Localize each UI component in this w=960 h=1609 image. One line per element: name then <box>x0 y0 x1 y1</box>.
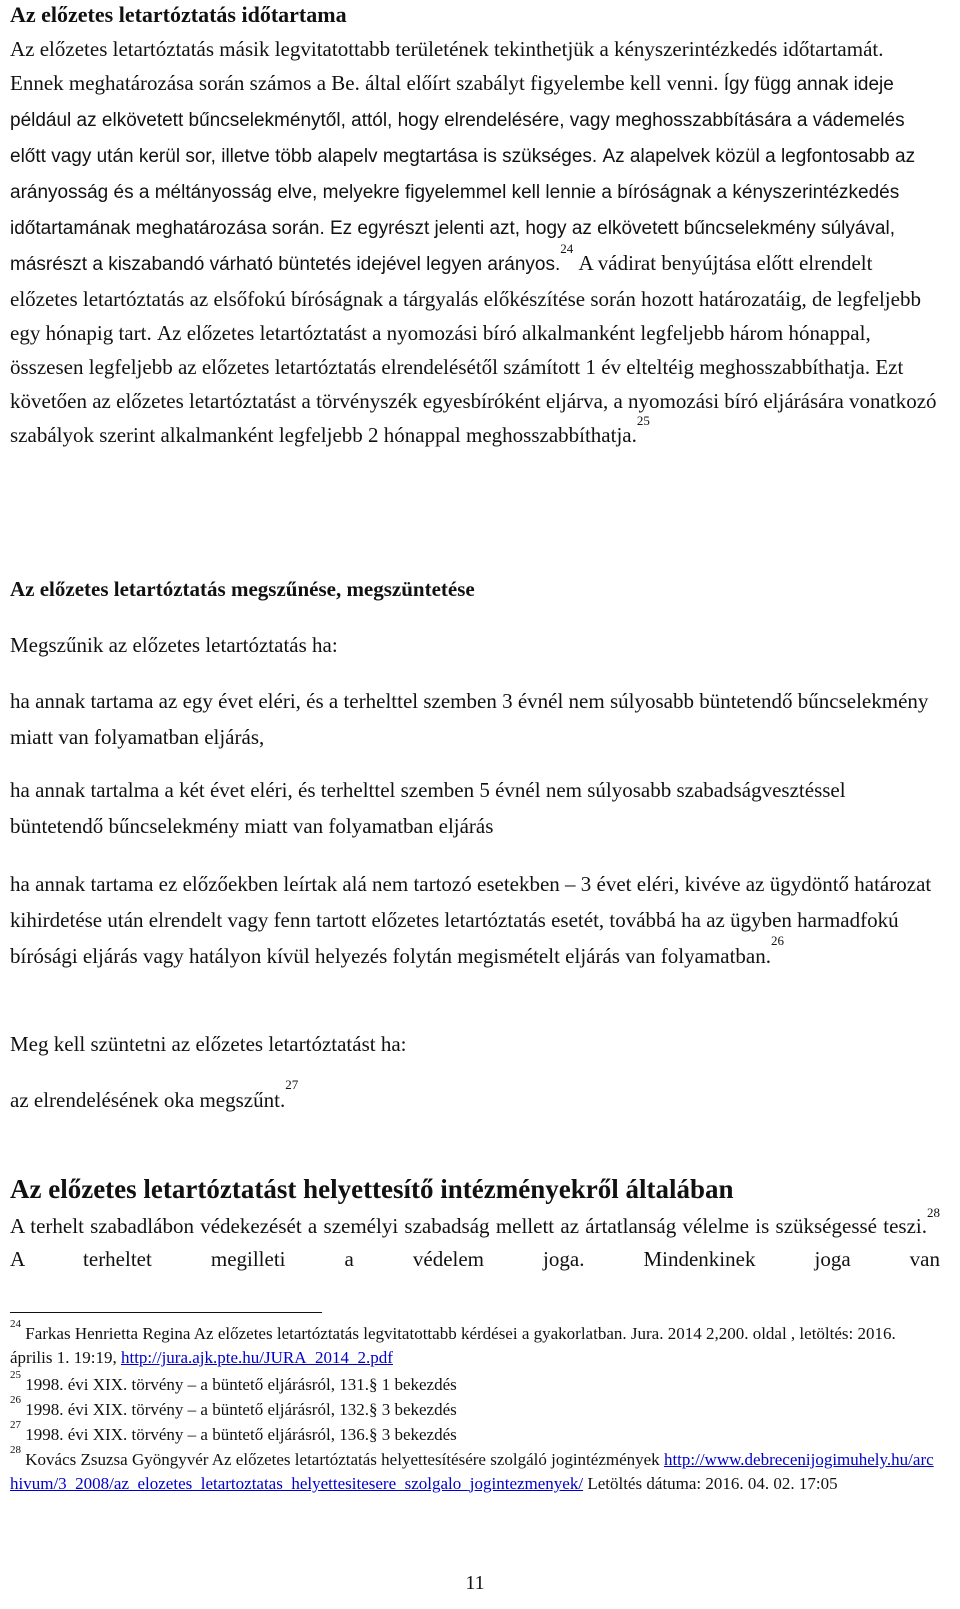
alternatives-sentence-1: A terhelt szabadlábon védekezését a személyi szabadság mellett az ártatlanság vélelme is szükségessé teszi. <box>10 1214 927 1238</box>
alternatives-sentence-2: A terheltet megilleti a védelem joga. Mindenkinek joga van <box>10 1247 940 1271</box>
footnote-27 <box>10 1419 940 1447</box>
duration-sentence-3: Az alapelvek közül a legfontosabb az arányosság és a méltányosság elve, melyekre figyelemmel kell lennie a bíróságnak a kényszerintézkedés időtartamának meghatározása során. <box>10 146 916 239</box>
duration-sentence-2: Így függ annak ideje például az elkövetett bűncselekménytől, attól, hogy elrendelésére, vagy meghosszabbítására a vádemelés előtt vagy után kerül sor, illetve több alapelv megtartása is szükséges. <box>10 74 905 167</box>
footnote-separator <box>10 1312 322 1313</box>
termination-reason-text: az elrendelésének oka megszűnt. <box>10 1088 286 1112</box>
alternatives-paragraph <box>10 1205 940 1276</box>
footnote-28-link[interactable]: http://www.debrecenijogimuhely.hu/archivum/3_2008/az_elozetes_letartoztatas_helyettesitesere_szolgalo_jogintezmenyek/ <box>10 1450 934 1493</box>
footnote-ref-28[interactable]: 28 <box>927 1205 940 1220</box>
footnote-27-text: 1998. évi XIX. törvény – a büntető eljárásról, 136.§ 3 bekezdés <box>25 1425 457 1444</box>
duration-sentence-1: Az előzetes letartóztatás másik legvitatottabb területének tekinthetjük a kényszerintézkedés időtartamát. Ennek meghatározása során számos a Be. által előírt szabályt figyelembe kell venni. <box>10 37 884 95</box>
footnote-ref-27[interactable]: 27 <box>285 1077 299 1092</box>
duration-sentence-7: Ezt követően az előzetes letartóztatást a törvényszék egyesbíróként eljárva, a nyomozási bíró eljárására vonatkozó szabályok szerint alkalmanként legfeljebb 2 hónappal meghosszabbíthatja. <box>10 355 937 447</box>
footnote-24-link[interactable]: http://jura.ajk.pte.hu/JURA_2014_2.pdf <box>120 1348 393 1367</box>
footnote-26 <box>10 1394 940 1422</box>
terminates-intro: Megszűnik az előzetes letartóztatás ha: <box>10 633 338 657</box>
termination-condition-1: ha annak tartama az egy évet eléri, és a terhelttel szemben 3 évnél nem súlyosabb büntetendő bűncselekmény miatt van folyamatban eljárás, <box>10 689 929 749</box>
footnote-number-24: 24 <box>10 1318 21 1330</box>
section-heading-duration: Az előzetes letartóztatás időtartama <box>10 2 347 27</box>
section-heading-termination: Az előzetes letartóztatás megszűnése, megszüntetése <box>10 577 475 601</box>
duration-sentence-5: A vádirat benyújtása előtt elrendelt előzetes letartóztatás az elsőfokú bíróságnak a tárgyalás előkészítése során hozott határozatáig, de legfeljebb egy hónapig tart. <box>10 251 921 345</box>
footnote-number-25: 25 <box>10 1369 21 1381</box>
footnote-28-text: Kovács Zsuzsa Gyöngyvér Az előzetes letartóztatás helyettesítésére szolgáló jogintézmények <box>25 1450 660 1469</box>
duration-paragraph <box>10 32 940 452</box>
footnote-26-text: 1998. évi XIX. törvény – a büntető eljárásról, 132.§ 3 bekezdés <box>25 1400 457 1419</box>
duration-sentence-4: Ez egyrészt jelenti azt, hogy az elkövetett bűncselekmény súlyával, másrészt a kiszabandó várható büntetés idejével legyen arányos. <box>10 218 895 275</box>
footnote-25-text: 1998. évi XIX. törvény – a büntető eljárásról, 131.§ 1 bekezdés <box>25 1375 457 1394</box>
footnote-number-27: 27 <box>10 1419 21 1431</box>
termination-condition-3-text: ha annak tartama ez előzőekben leírtak alá nem tartozó esetekben – 3 évet eléri, kivéve az ügydöntő határozat kihirdetése után elrendelt vagy fenn tartott előzetes letartóztatás esetét, továbbá ha az ügyben harmadfokú bírósági eljárás vagy hatályon kívül helyezés folytán megismételt eljárás van folyamatban. <box>10 872 932 968</box>
page-number: 11 <box>465 1572 485 1594</box>
footnote-ref-26[interactable]: 26 <box>771 933 784 948</box>
footnote-25 <box>10 1369 940 1397</box>
section-heading-alternatives: Az előzetes letartóztatást helyettesítő intézményekről általában <box>10 1174 734 1204</box>
termination-condition-2: ha annak tartalma a két évet eléri, és terhelttel szemben 5 évnél nem súlyosabb szabadságvesztéssel büntetendő bűncselekmény miatt van folyamatban eljárás <box>10 778 846 838</box>
footnote-number-28: 28 <box>10 1444 21 1456</box>
footnote-24 <box>10 1318 940 1370</box>
footnote-28-retrieved: Letöltés dátuma: 2016. 04. 02. 17:05 <box>587 1474 838 1493</box>
must-terminate-intro: Meg kell szüntetni az előzetes letartóztatást ha: <box>10 1032 407 1056</box>
footnote-24-text: Farkas Henrietta Regina Az előzetes letartóztatás legvitatottabb kérdései a gyakorlatban. Jura. 2014 2,200. oldal , letöltés: 2016. április 1. 19:19, <box>10 1324 896 1367</box>
footnote-number-26: 26 <box>10 1394 21 1406</box>
footnote-ref-24[interactable]: 24 <box>560 241 574 256</box>
duration-sentence-6: Az előzetes letartóztatást a nyomozási bíró alkalmanként legfeljebb három hónappal, összesen legfeljebb az előzetes letartóztatás elrendelésétől számított 1 év elteltéig meghosszabbíthatja. <box>10 321 871 379</box>
footnote-28 <box>10 1444 940 1496</box>
footnote-ref-25[interactable]: 25 <box>636 413 650 428</box>
termination-condition-3 <box>10 866 940 974</box>
termination-reason <box>10 1077 940 1118</box>
